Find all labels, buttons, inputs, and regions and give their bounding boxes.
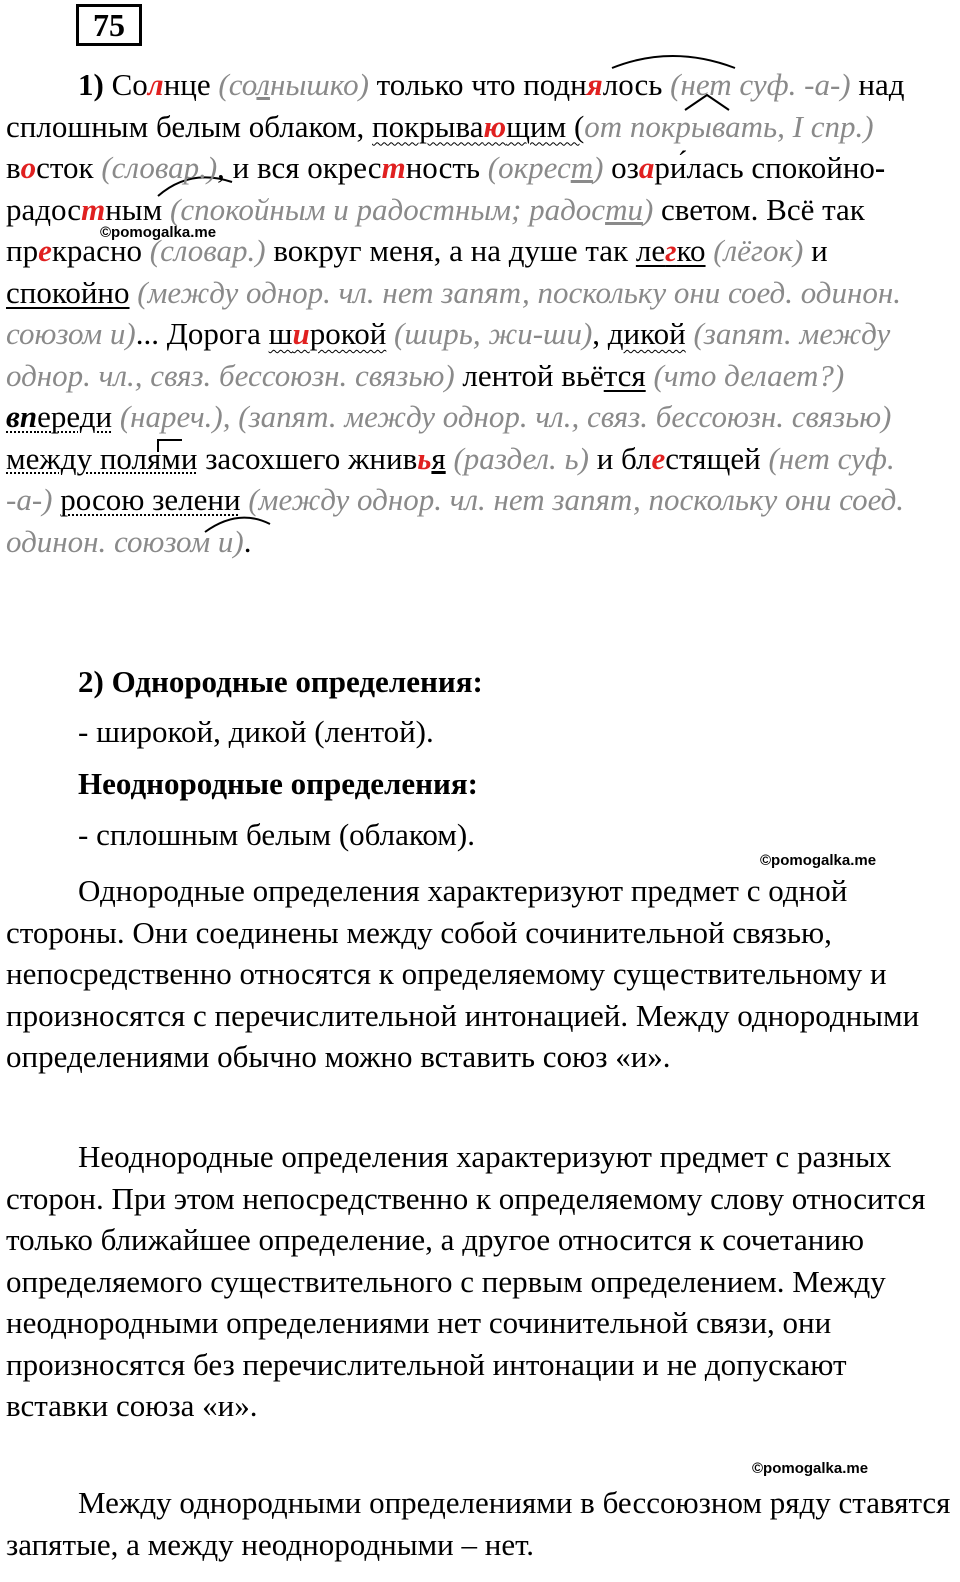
text: Со — [111, 67, 148, 102]
comment: (раздел. ь) — [445, 440, 589, 476]
adverbial-dotted: росою зелени — [60, 482, 241, 517]
paragraph-text: Между однородными определениями в бессоюзном ряду ставятся запятые, а между неоднородными – нет. — [6, 1485, 951, 1562]
verb-ending: тся — [603, 357, 646, 393]
orthogram: я — [586, 67, 603, 102]
prefix: вп — [6, 399, 38, 434]
adverbial-dotted — [6, 399, 112, 434]
heterogeneous-heading: Неоднородные определения: — [78, 766, 478, 801]
orthogram: а — [638, 150, 655, 185]
text: только что — [368, 67, 524, 102]
comment: ти — [605, 191, 643, 227]
text: ность — [405, 150, 488, 185]
text: ле — [635, 233, 666, 268]
task-label: 1) — [78, 67, 104, 102]
text: ри́лась спокойно — [654, 150, 875, 185]
comment: (нет суф. -а-) — [6, 440, 895, 517]
text: ным — [105, 191, 170, 227]
attribute-wavy: дикой — [607, 316, 686, 351]
text: радос — [6, 191, 82, 227]
text: ш — [268, 316, 293, 351]
comment: т — [570, 150, 594, 185]
participle-wavy — [372, 109, 584, 144]
text: ереди — [37, 399, 113, 434]
orthogram: т — [81, 191, 106, 227]
text: ... Дорога — [135, 316, 269, 351]
text: в — [6, 150, 21, 185]
text: лентой вьё — [454, 357, 604, 393]
homogeneous-list: - широкой, дикой (лентой). — [78, 714, 434, 749]
watermark: ©pomogalka.me — [752, 1460, 869, 1477]
text: щим ( — [506, 108, 585, 144]
text: оз — [603, 150, 639, 185]
text: вокруг меня, а на душе так — [265, 233, 636, 268]
comment: , (запят. между однор. чл., связ. бессоюзн. связью) — [222, 399, 892, 434]
text: лось — [602, 67, 671, 102]
orthogram: о — [20, 150, 37, 185]
comment: (что делает?) — [645, 357, 845, 393]
paragraph-text: Неоднородные определения характеризуют предмет с разных сторон. При этом непосредственно к определяемому слову относится только ближайшее определение, а другое относится к сочетанию определяемого существительного с первым определением. Между неоднородными определениями нет сочинительной связи, они произносятся без перечислительной интонации и не допускают вставки союза «и». — [6, 1139, 926, 1423]
comment: (словар.) — [149, 233, 266, 268]
comment: (спокойным и радостным; радос — [170, 191, 606, 227]
heterogeneous-list: - сплошным белым (облаком). — [78, 817, 475, 852]
exercise-number: 75 — [76, 4, 142, 46]
predicate-adverb: спокойно — [6, 274, 130, 310]
theory-paragraph-2 — [6, 1136, 951, 1427]
comment: (запят. между однор. чл., связ. бессоюзн. связью) — [6, 316, 891, 393]
orthogram: е — [38, 233, 52, 268]
comment: (со — [218, 67, 257, 102]
homogeneous-heading: 2) Однородные определения: — [78, 664, 483, 699]
text: и — [803, 233, 828, 268]
comment: ) — [642, 191, 654, 227]
comment: л — [256, 67, 270, 102]
comment: (нет суф. -а-) — [670, 67, 851, 102]
text: светом. Всё так пр — [6, 191, 865, 268]
text: сток — [36, 150, 102, 185]
comment: (между однор. чл. нет запят, поскольку они соед. одинон. союзом и) — [6, 274, 901, 351]
attribute-wavy — [269, 316, 387, 351]
comment: нышко) — [269, 67, 369, 102]
comment: (окрес — [487, 150, 571, 185]
task-1-paragraph — [6, 64, 946, 562]
adverbial-dotted: между полями — [6, 440, 198, 476]
comment: от покрывать, I спр.) — [584, 108, 874, 144]
orthogram: е — [651, 440, 666, 476]
text: нце — [163, 67, 219, 102]
watermark: ©pomogalka.me — [100, 224, 217, 241]
comment: (ширь, жи-ши) — [386, 316, 593, 351]
comment: (словар.) — [101, 150, 218, 185]
text: над сплошным белым облаком, — [6, 67, 905, 144]
predicate-adverb — [636, 233, 706, 268]
text: и — [588, 440, 622, 476]
orthogram: л — [147, 67, 164, 102]
comment: ) — [593, 150, 604, 185]
text: рокой — [309, 316, 387, 351]
text: бл — [621, 440, 652, 476]
orthogram: ь — [417, 440, 432, 476]
comment: (между однор. чл. нет запят, поскольку они соед. одинон. союзом и) — [6, 482, 905, 559]
comment: (нареч.) — [112, 399, 223, 434]
text: я — [431, 440, 446, 476]
text: , и вся окрес — [217, 150, 382, 185]
watermark: ©pomogalka.me — [760, 852, 877, 869]
orthogram: г — [665, 233, 677, 268]
paragraph-text: Однородные определения характеризуют предмет с одной стороны. Они соединены между собой сочинительной связью, непосредственно относятся к определяемому существительному и произносятся с перечислительной интонацией. Между однородными определениями обычно можно вставить союз «и». — [6, 873, 920, 1074]
theory-paragraph-3 — [6, 1482, 951, 1565]
text: стящей — [665, 440, 761, 476]
text: красно — [51, 233, 150, 268]
text: засохшего жнив — [197, 440, 418, 476]
text: , — [592, 316, 608, 351]
text: подн — [523, 67, 587, 102]
text: ко — [676, 233, 706, 268]
theory-paragraph-1 — [6, 870, 951, 1078]
text: . — [243, 523, 252, 559]
orthogram: т — [381, 150, 406, 185]
orthogram: ю — [483, 108, 507, 144]
text: покрыва — [372, 108, 484, 144]
orthogram: и — [292, 316, 310, 351]
hyphen: - — [874, 150, 886, 185]
comment: (лёгок) — [705, 233, 804, 268]
